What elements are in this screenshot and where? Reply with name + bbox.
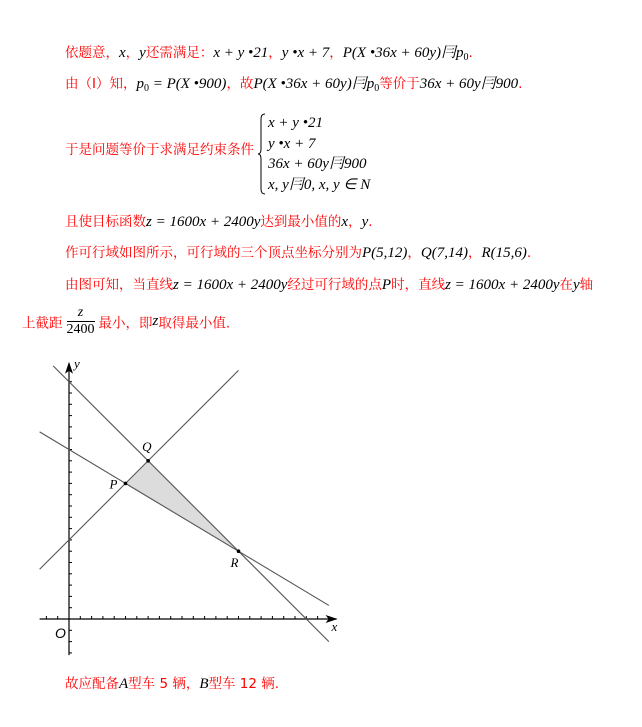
text: ， — [268, 45, 282, 61]
text: 时，直线 — [391, 277, 446, 293]
text: 上截距 — [22, 315, 63, 332]
vertex-label: R — [230, 555, 239, 571]
text: 经过可行域的点 — [287, 277, 382, 293]
math-subscript: 0 — [374, 83, 380, 94]
math: P(5,12) — [362, 245, 408, 261]
text: 还需满足： — [145, 45, 214, 61]
math: y — [361, 214, 369, 230]
vertex-label: Q — [142, 438, 152, 454]
text: 最小，即 — [98, 315, 153, 332]
math: = P(X •900) — [148, 76, 227, 92]
text: ， — [407, 245, 421, 261]
vertex-label: P — [109, 476, 118, 492]
vertex-point — [237, 549, 241, 553]
text: 达到最小值的 — [260, 214, 342, 230]
conclusion-line — [65, 675, 279, 693]
math: y — [139, 45, 146, 61]
intercept-line — [22, 305, 230, 345]
math: x — [341, 214, 349, 230]
math-subscript: 0 — [463, 52, 469, 63]
math: z — [152, 313, 159, 329]
text: ，故 — [226, 76, 254, 92]
math: P — [381, 277, 392, 293]
math: z = 1600x + 2400y — [146, 214, 261, 230]
left-brace-icon — [258, 113, 266, 195]
math: p — [136, 76, 144, 92]
text: 依题意， — [65, 45, 119, 61]
constraint-row: y •x + 7 — [268, 135, 316, 152]
text: 由（Ⅰ）知， — [65, 76, 137, 92]
constraint-row: x + y •21 — [268, 115, 323, 131]
math: R(15,6) — [481, 245, 527, 261]
condition-line — [65, 44, 473, 67]
text: ， — [125, 45, 140, 61]
text: 型车 5 辆， — [128, 676, 200, 692]
math: B — [199, 676, 209, 692]
text: 轴 — [579, 277, 594, 293]
reasoning-line — [65, 276, 593, 294]
text: ， — [348, 214, 362, 230]
math: P(X •36x + 60y)冃p — [342, 45, 464, 61]
objective-line — [65, 213, 373, 231]
math: z = 1600x + 2400y — [445, 277, 560, 293]
math: 36x + 60y冃900 — [419, 76, 519, 92]
feasible-region — [126, 461, 239, 551]
math: y •x + 7 — [281, 45, 330, 61]
text: ， — [329, 45, 343, 61]
text: ， — [467, 245, 482, 261]
text: 型车 12 辆. — [208, 676, 280, 692]
text: . — [526, 245, 532, 261]
text: 等价于 — [379, 76, 420, 92]
text: 故应配备 — [65, 676, 119, 692]
constraint-row: 36x + 60y冃900 — [268, 156, 367, 172]
math-subscript: 0 — [143, 83, 149, 94]
vertex-point — [146, 459, 150, 463]
vertices-line — [65, 244, 531, 262]
math: Q(7,14) — [420, 245, 468, 261]
math: A — [119, 676, 129, 692]
constraint-row: x, y冃0, x, y ∈ N — [268, 176, 371, 193]
math: z = 1600x + 2400y — [173, 277, 288, 293]
text: . — [518, 76, 523, 92]
text: 作可行域如图所示，可行域的三个顶点坐标分别为 — [65, 245, 362, 261]
text: 取得最小值. — [158, 315, 231, 332]
text: 由图可知，当直线 — [65, 277, 173, 293]
constraint-line — [53, 366, 329, 642]
equivalence-line — [65, 75, 522, 98]
math: x + y •21 — [213, 45, 269, 61]
constraint-line — [40, 432, 329, 606]
y-axis-label: y — [74, 355, 80, 371]
math: y — [572, 277, 580, 293]
text: . — [368, 214, 373, 230]
fraction — [67, 305, 95, 338]
origin-label: O — [55, 625, 66, 641]
math: x — [119, 45, 126, 61]
math: P(X •36x + 60y)冃p — [253, 76, 375, 92]
text: 且使目标函数 — [65, 214, 146, 230]
fraction-numerator: z — [67, 305, 95, 322]
fraction-denominator: 2400 — [66, 322, 95, 337]
vertex-point — [124, 482, 128, 486]
x-axis-label: x — [331, 619, 338, 634]
text: 在 — [559, 277, 573, 293]
text: . — [468, 45, 473, 61]
text: 于是问题等价于求满足约束条件 — [65, 142, 254, 158]
feasible-region-diagram — [0, 350, 360, 660]
constraint-intro — [65, 141, 254, 159]
